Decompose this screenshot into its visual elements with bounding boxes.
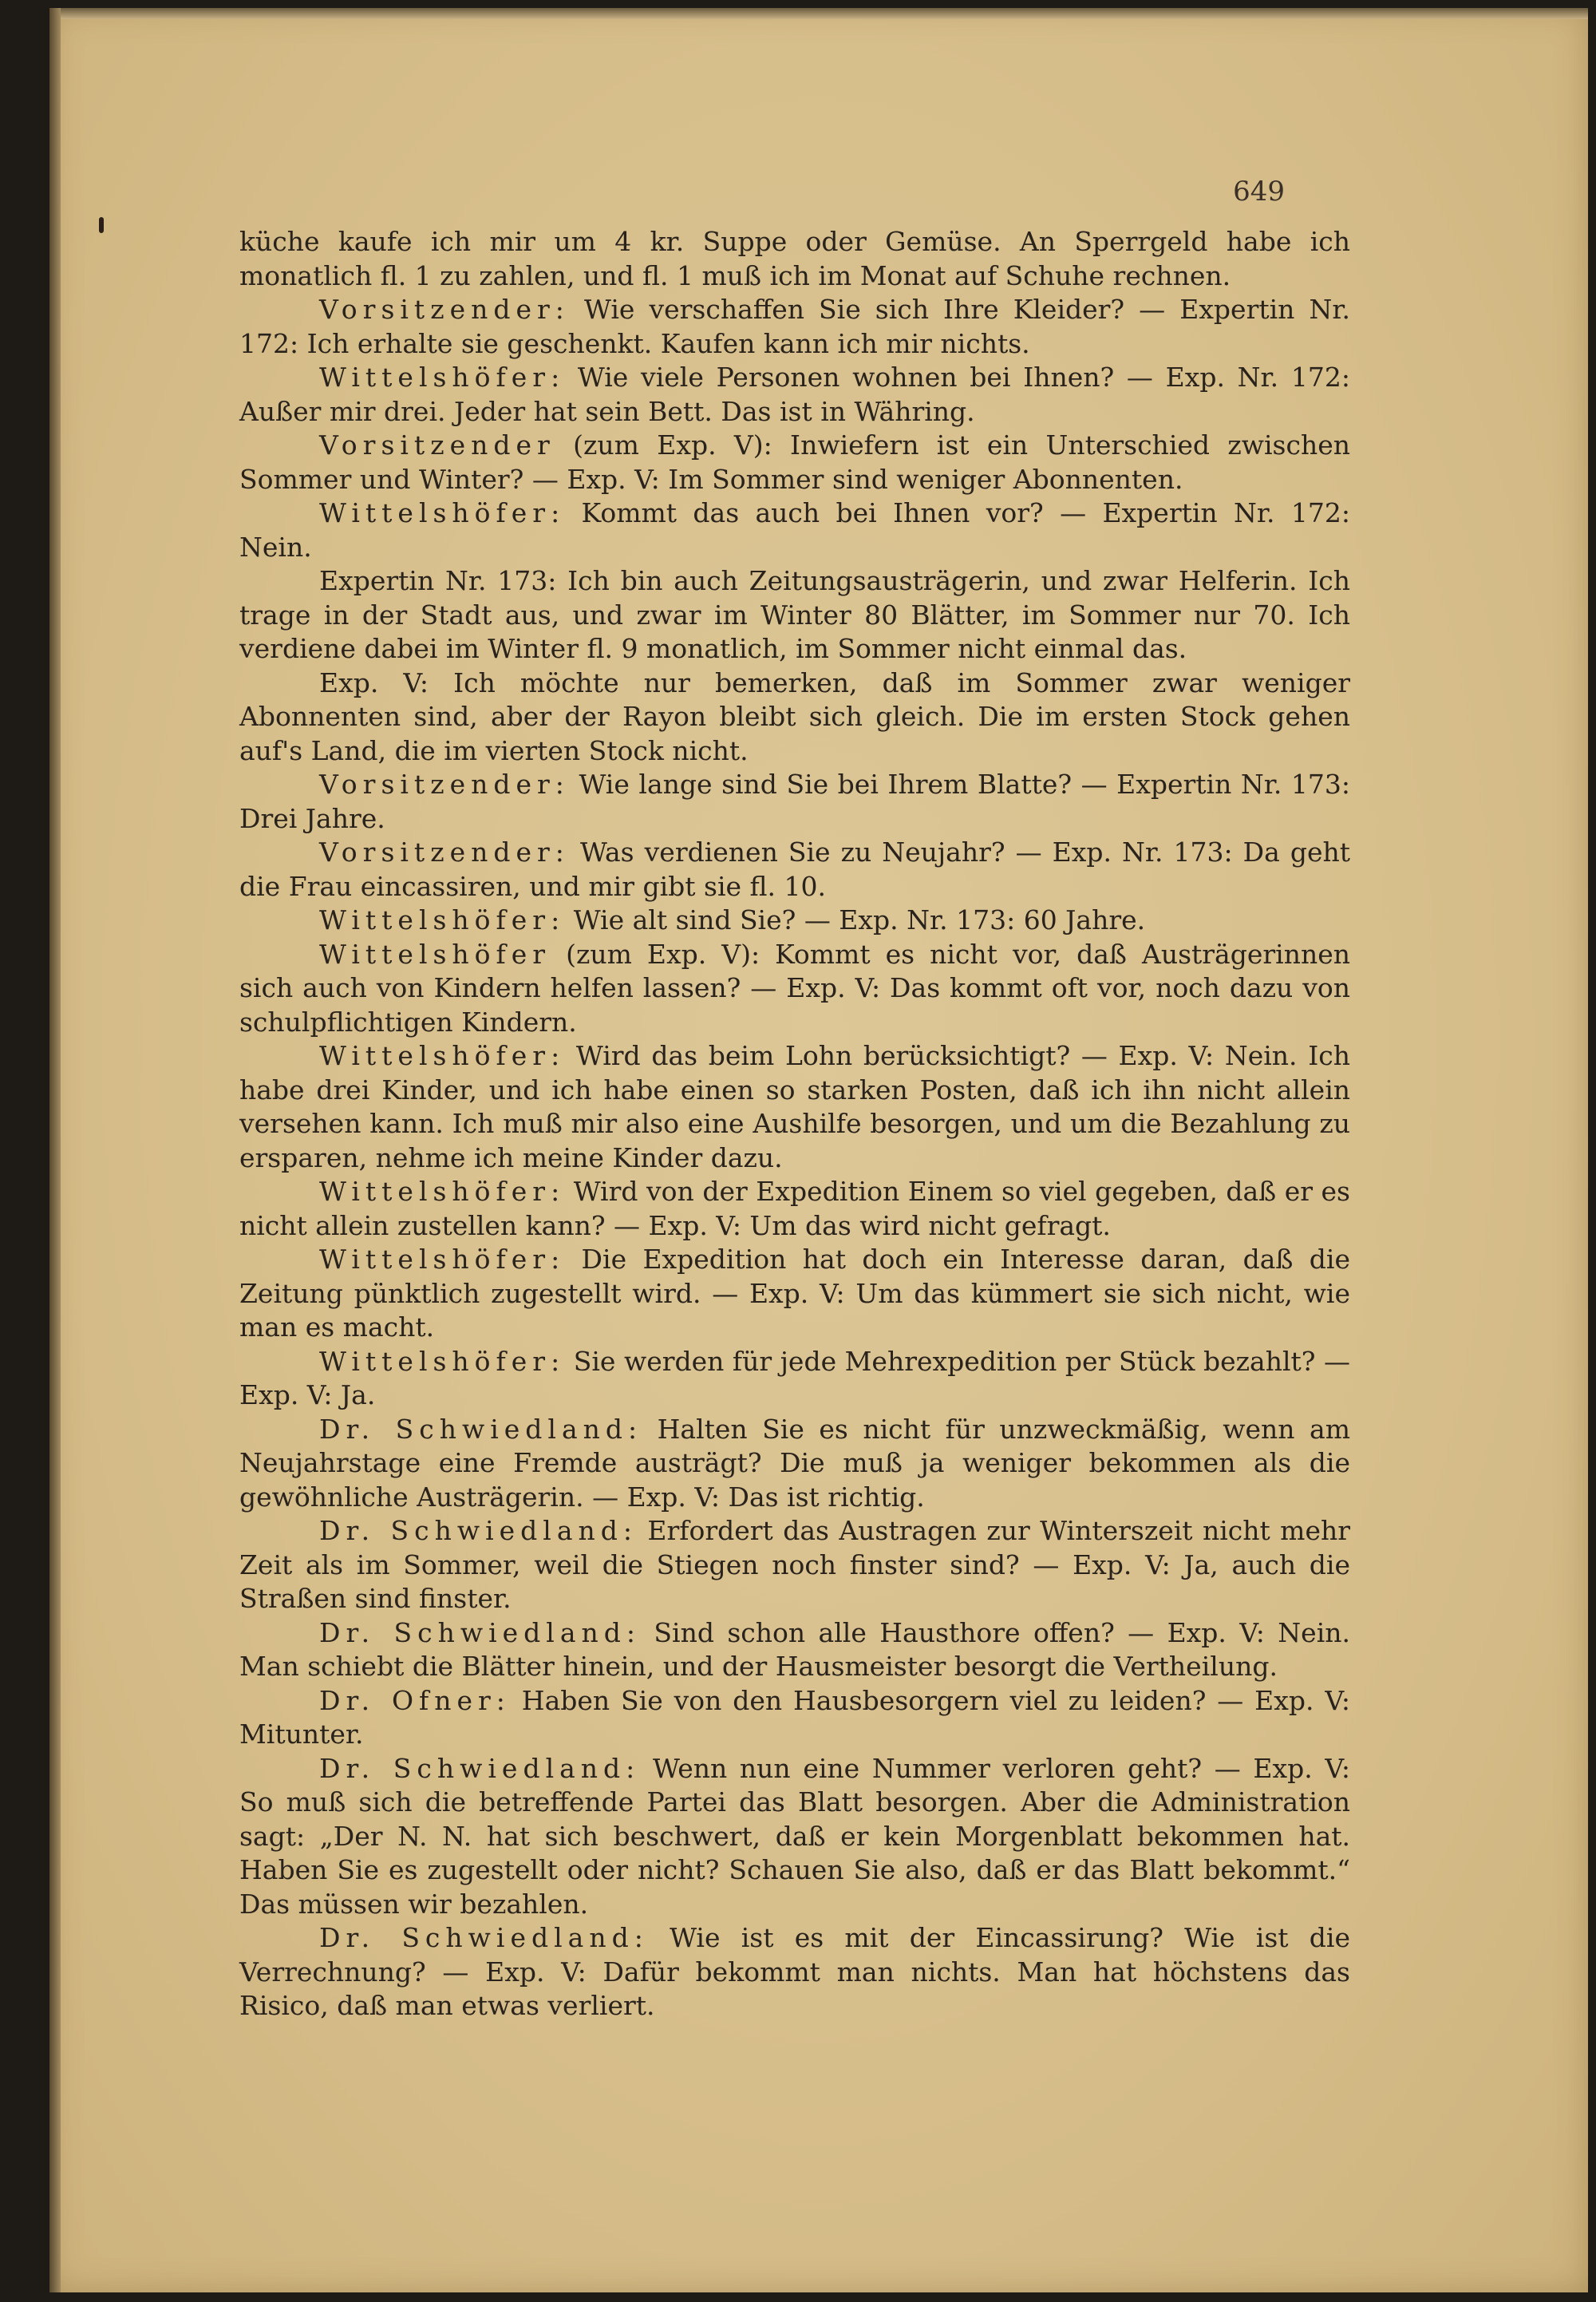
- speaker-name: Wittelshöfer:: [319, 1040, 566, 1071]
- paragraph-text: Expertin Nr. 173: Ich bin auch Zeitungsausträgerin, und zwar Helferin. Ich trage in der Stadt aus, und zwar im Winter 80 Blätter, im Sommer nur 70. Ich verdiene dabei im Winter fl. 9 monatlich, im Sommer nicht einmal das.: [239, 565, 1350, 664]
- speaker-name: Vorsitzender:: [319, 769, 570, 800]
- paragraph: [239, 836, 1350, 904]
- paragraph: [239, 938, 1350, 1040]
- paragraph-text: Wie viele Personen wohnen bei Ihnen? — Exp. Nr. 172: Außer mir drei. Jeder hat sein Bett. Das ist in Währing.: [239, 362, 1350, 427]
- paragraph-text: Wie lange sind Sie bei Ihrem Blatte? — Expertin Nr. 173: Drei Jahre.: [239, 769, 1350, 834]
- speaker-name: Wittelshöfer:: [319, 497, 566, 528]
- speaker-name: Dr. Schwiedland:: [319, 1922, 649, 1953]
- binding-mark: [99, 217, 104, 233]
- paragraph: [239, 1514, 1350, 1616]
- page-top-edge: [49, 8, 1588, 19]
- paragraph-text: Wie alt sind Sie? — Exp. Nr. 173: 60 Jahre.: [565, 904, 1146, 935]
- paragraph: [239, 293, 1350, 361]
- paragraph: [239, 1243, 1350, 1345]
- speaker-name: Dr. Schwiedland:: [319, 1616, 642, 1648]
- speaker-name: Wittelshöfer:: [319, 1244, 566, 1275]
- paragraph-text: Halten Sie es nicht für unzweckmäßig, wenn am Neujahrstage eine Fremde austrägt? Die muß ja weniger bekommen als die gewöhnliche Austrägerin. — Exp. V: Das ist richtig.: [239, 1413, 1350, 1513]
- paragraph: [239, 1752, 1350, 1922]
- paragraph: [239, 1921, 1350, 2023]
- speaker-name: Vorsitzender:: [319, 294, 570, 325]
- paragraph-text: Kommt das auch bei Ihnen vor? — Expertin Nr. 172: Nein.: [239, 497, 1350, 563]
- paragraph: [239, 1616, 1350, 1684]
- paragraph: [239, 564, 1350, 666]
- paragraph-text: Erfordert das Austragen zur Winterszeit nicht mehr Zeit als im Sommer, weil die Stiegen noch finster sind? — Exp. V: Ja, auch die Straßen sind finster.: [239, 1515, 1351, 1614]
- paragraph-text: Was verdienen Sie zu Neujahr? — Exp. Nr. 173: Da geht die Frau eincassiren, und mir gibt sie fl. 10.: [239, 837, 1350, 902]
- speaker-name: Vorsitzender:: [319, 837, 570, 868]
- paragraph-text: Exp. V: Ich möchte nur bemerken, daß im Sommer zwar weniger Abonnenten sind, aber der Rayon bleibt sich gleich. Die im ersten Stock gehen auf's Land, die im vierten Stock nicht.: [239, 666, 1350, 766]
- speaker-name: Wittelshöfer:: [319, 1176, 566, 1207]
- page-text-body: [239, 225, 1350, 2023]
- paragraph-text: (zum Exp. V): Inwiefern ist ein Unterschied zwischen Sommer und Winter? — Exp. V: Im Sommer sind weniger Abonnenten.: [239, 429, 1350, 495]
- page-number: 649: [1233, 176, 1285, 208]
- paragraph-text: Wie ist es mit der Eincassirung? Wie ist die Verrechnung? — Exp. V: Dafür bekommt man nichts. Man hat höchstens das Risico, daß man etwas verliert.: [239, 1922, 1350, 2021]
- paragraph-text: Sind schon alle Hausthore offen? — Exp. V: Nein. Man schiebt die Blätter hinein, und der Hausmeister besorgt die Vertheilung.: [239, 1616, 1351, 1682]
- paragraph: [239, 904, 1350, 938]
- speaker-name: Vorsitzender: [319, 429, 555, 461]
- speaker-name: Dr. Schwiedland:: [319, 1413, 643, 1445]
- paragraph: [239, 1175, 1350, 1243]
- speaker-name: Wittelshöfer: [319, 938, 551, 970]
- paragraph-text: Sie werden für jede Mehrexpedition per Stück bezahlt? — Exp. V: Ja.: [239, 1345, 1350, 1410]
- speaker-name: Wittelshöfer:: [319, 362, 566, 393]
- paragraph: [239, 225, 1350, 293]
- speaker-name: Wittelshöfer:: [319, 1345, 566, 1377]
- paragraph: [239, 1684, 1350, 1752]
- paragraph-text: Die Expedition hat doch ein Interesse daran, daß die Zeitung pünktlich zugestellt wird. — Exp. V: Um das kümmert sie sich nicht, wie man es macht.: [239, 1244, 1350, 1343]
- speaker-name: Dr. Ofner:: [319, 1684, 511, 1716]
- paragraph: [239, 1413, 1350, 1515]
- paragraph: [239, 1345, 1350, 1413]
- speaker-name: Dr. Schwiedland:: [319, 1752, 641, 1784]
- paragraph-text: Wie verschaffen Sie sich Ihre Kleider? — Expertin Nr. 172: Ich erhalte sie geschenkt. Kaufen kann ich mir nichts.: [239, 294, 1350, 359]
- speaker-name: Wittelshöfer:: [319, 904, 566, 935]
- paragraph: [239, 429, 1350, 496]
- paragraph-text: küche kaufe ich mir um 4 kr. Suppe oder Gemüse. An Sperrgeld habe ich monatlich fl. 1 zu zahlen, und fl. 1 muß ich im Monat auf Schuhe rechnen.: [239, 226, 1350, 291]
- paragraph-text: Wird das beim Lohn berücksichtigt? — Exp. V: Nein. Ich habe drei Kinder, und ich habe einen so starken Posten, daß ich ihn nicht allein versehen kann. Ich muß mir also eine Aushilfe besorgen, und um die Bezahlung zu ersparen, nehme ich meine Kinder dazu.: [239, 1040, 1350, 1173]
- paragraph: [239, 496, 1350, 564]
- paragraph: [239, 666, 1350, 769]
- paragraph: [239, 361, 1350, 429]
- paragraph-text: Wenn nun eine Nummer verloren geht? — Exp. V: So muß sich die betreffende Partei das Blatt besorgen. Aber die Administration sagt: „Der N. N. hat sich beschwert, daß er kein Morgenblatt bekommen hat. Haben Sie es zugestellt oder nicht? Schauen Sie also, daß er das Blatt bekommt.“ Das müssen wir bezahlen.: [239, 1752, 1351, 1920]
- paragraph-text: Wird von der Expedition Einem so viel gegeben, daß er es nicht allein zustellen kann? — Exp. V: Um das wird nicht gefragt.: [239, 1176, 1350, 1241]
- paragraph: [239, 768, 1350, 836]
- paragraph-text: (zum Exp. V): Kommt es nicht vor, daß Austrägerinnen sich auch von Kindern helfen lassen? — Exp. V: Das kommt oft vor, noch dazu von schulpflichtigen Kindern.: [239, 938, 1350, 1038]
- speaker-name: Dr. Schwiedland:: [319, 1515, 638, 1546]
- book-spine-edge: [49, 8, 61, 2292]
- paragraph: [239, 1039, 1350, 1175]
- book-page: [49, 8, 1588, 2292]
- paragraph-text: Haben Sie von den Hausbesorgern viel zu leiden? — Exp. V: Mitunter.: [239, 1684, 1350, 1750]
